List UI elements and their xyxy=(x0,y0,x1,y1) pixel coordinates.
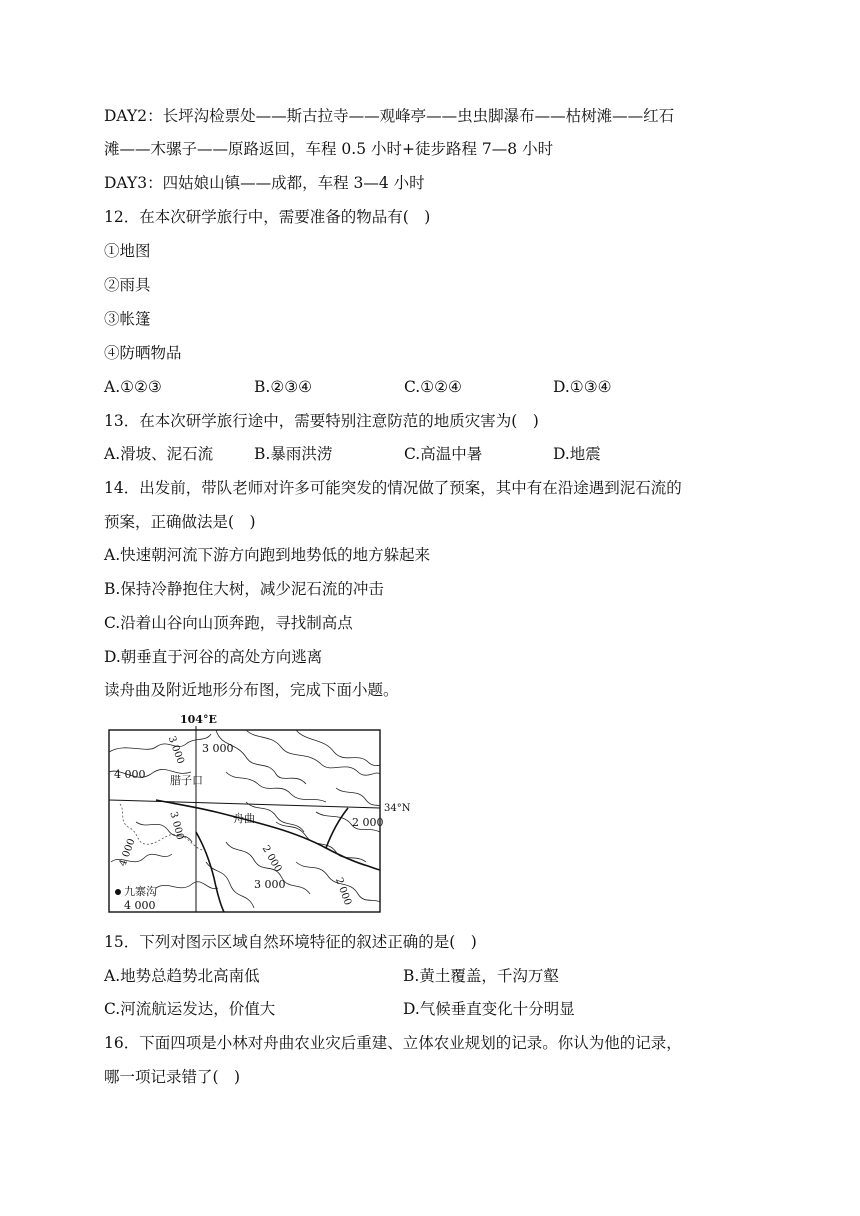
q12-item-1: ①地图 xyxy=(104,242,151,260)
q14-option-b: B.保持冷静抱住大树，减少泥石流的冲击 xyxy=(104,580,384,598)
place-zhouqu: 舟曲 xyxy=(233,812,255,825)
q12-option-b: B.②③④ xyxy=(254,378,313,396)
q12-item-2: ②雨具 xyxy=(104,276,151,294)
question-14-line-1: 14．出发前，带队老师对许多可能突发的情况做了预案，其中有在沿途遇到泥石流的 xyxy=(104,479,682,497)
q15-option-b: B.黄土覆盖，千沟万壑 xyxy=(403,967,559,985)
map-intro: 读舟曲及附近地形分布图，完成下面小题。 xyxy=(104,681,399,699)
contour-label-3000-top: 3 000 xyxy=(202,742,234,755)
day2-line-1: DAY2：长坪沟检票处——斯古拉寺——观峰亭——虫虫脚瀑布——枯树滩——红石 xyxy=(104,107,675,125)
contour-label-2000-mid: 2 000 xyxy=(259,843,284,875)
day3-line: DAY3：四姑娘山镇——成都，车程 3—4 小时 xyxy=(104,174,425,192)
question-16-line-2: 哪一项记录错了( ) xyxy=(104,1068,241,1086)
q12-item-4: ④防晒物品 xyxy=(104,344,182,362)
question-16-line-1: 16．下面四项是小林对舟曲农业灾后重建、立体农业规划的记录。你认为他的记录， xyxy=(104,1034,682,1052)
place-lazikou: 腊子口 xyxy=(170,774,203,787)
question-14-line-2: 预案，正确做法是( ) xyxy=(104,513,256,531)
q13-option-d: D.地震 xyxy=(553,445,601,463)
latitude-label: 34°N xyxy=(384,803,411,814)
q13-option-b: B.暴雨洪涝 xyxy=(254,445,333,463)
question-13: 13．在本次研学旅行途中，需要特别注意防范的地质灾害为( ) xyxy=(104,412,539,430)
question-15: 15．下列对图示区域自然环境特征的叙述正确的是( ) xyxy=(104,933,477,951)
q14-option-c: C.沿着山谷向山顶奔跑，寻找制高点 xyxy=(104,614,353,632)
day2-line-2: 滩——木骡子——原路返回，车程 0.5 小时+徒步路程 7—8 小时 xyxy=(104,140,554,158)
contour-label-4000-bottom: 4 000 xyxy=(124,899,156,912)
contour-label-3000-mid: 3 000 xyxy=(167,810,186,842)
q13-option-c: C.高温中暑 xyxy=(404,445,483,463)
q13-option-a: A.滑坡、泥石流 xyxy=(104,445,214,463)
contour-label-3000-left: 3 000 xyxy=(165,734,186,766)
q12-option-d: D.①③④ xyxy=(553,378,612,396)
q14-option-a: A.快速朝河流下游方向跑到地势低的地方躲起来 xyxy=(104,546,431,564)
topographic-map xyxy=(96,712,411,918)
q12-option-c: C.①②④ xyxy=(404,378,462,396)
contour-label-2000-right: 2 000 xyxy=(352,816,384,829)
q15-option-a: A.地势总趋势北高南低 xyxy=(104,967,260,985)
question-12: 12．在本次研学旅行中，需要准备的物品有( ) xyxy=(104,208,431,226)
q15-option-d: D.气候垂直变化十分明显 xyxy=(403,1000,575,1018)
longitude-label: 104°E xyxy=(180,713,217,726)
place-jiuzhaigou: 九寨沟 xyxy=(124,885,157,898)
q12-item-3: ③帐篷 xyxy=(104,310,151,328)
q12-option-a: A.①②③ xyxy=(104,378,162,396)
contour-label-3000-bot: 3 000 xyxy=(254,878,286,891)
contour-label-2000-br: 2 000 xyxy=(332,876,354,907)
q15-option-c: C.河流航运发达，价值大 xyxy=(104,1000,276,1018)
jiuzhaigou-marker xyxy=(115,889,121,895)
contour-label-4000-bl: 4 000 xyxy=(117,837,138,868)
q14-option-d: D.朝垂直于河谷的高处方向逃离 xyxy=(104,648,323,666)
contour-label-4000-left: 4 000 xyxy=(114,768,146,781)
latitude-line xyxy=(109,800,380,808)
